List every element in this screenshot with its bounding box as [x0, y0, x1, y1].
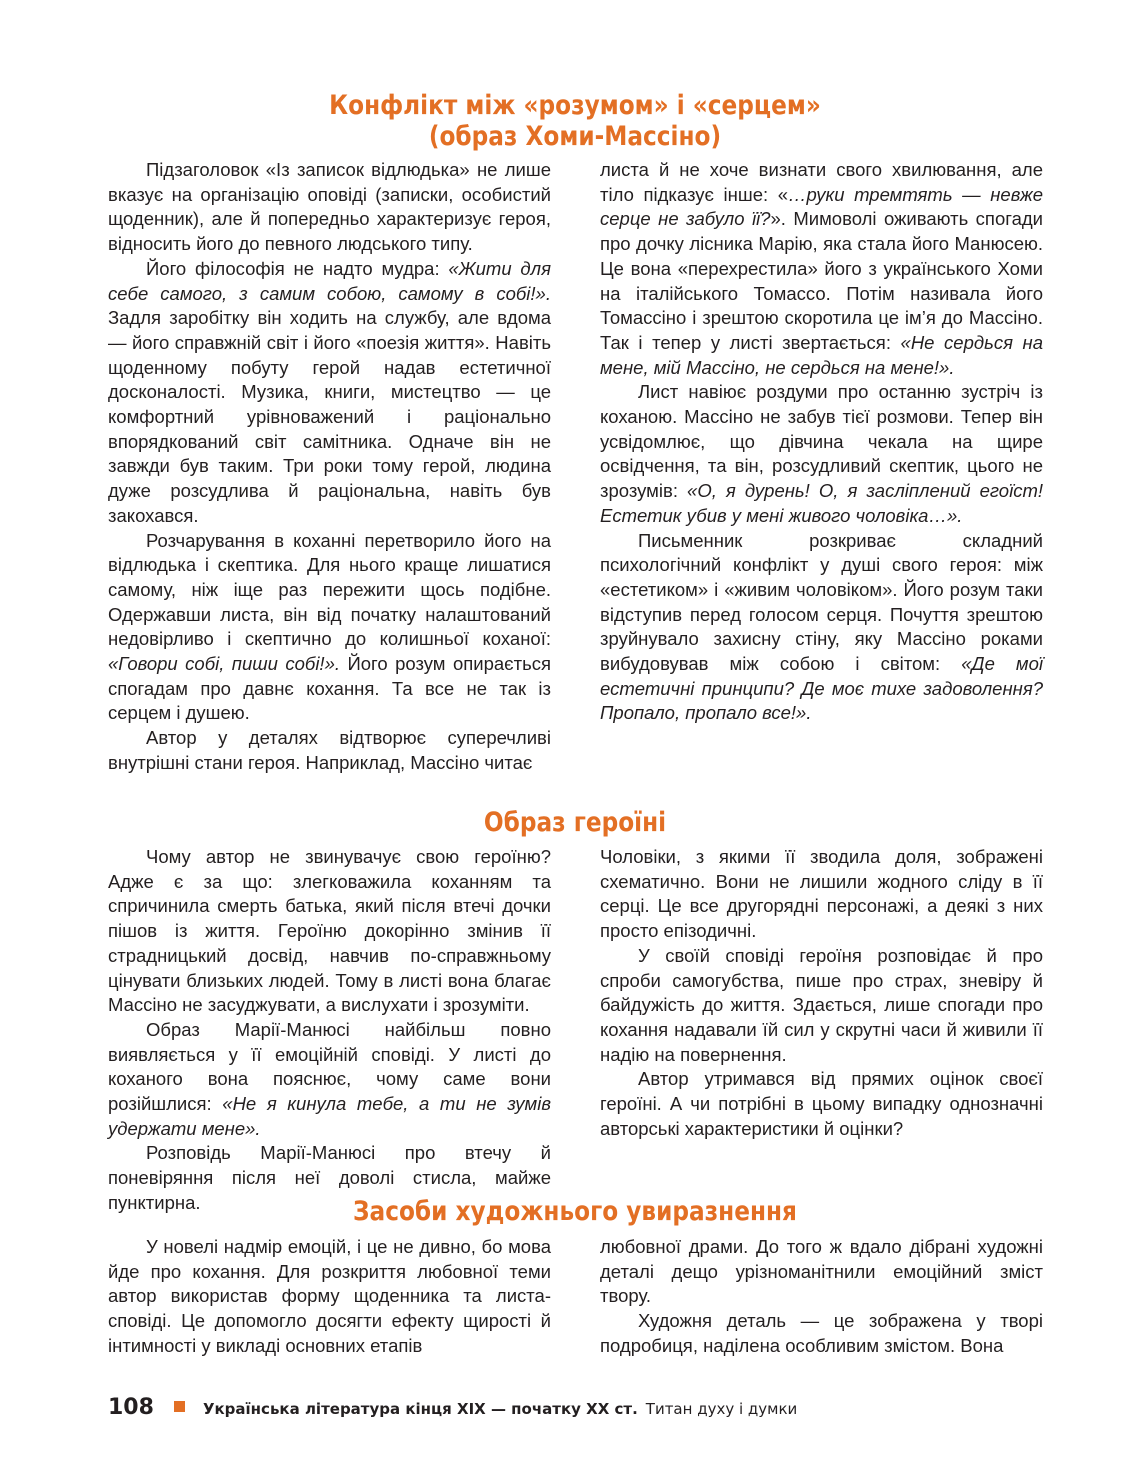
text-run: Автор утримався від прямих оцінок своєї героїні. А чи потрібні в цьому випадку однозначні авторські характеристики й оцінки? — [600, 1068, 1043, 1139]
text-run: Образ Марії-Манюсі найбільш повно виявляється у її емоційній сповіді. У листі до коханого вона пояснює, чому саме вони розійшлися: — [108, 1018, 551, 1115]
paragraph — [600, 158, 1043, 380]
text-run: У новелі надмір емоцій, і це не дивно, бо мова йде про кохання. Для розкриття любовної теми автор використав форму щоденника та листа-сповіді. Це допомогло досягти ефекту щирості й інтимності у викладі основних етапів — [108, 1236, 551, 1356]
text-run: Розчарування в коханні перетворило його на відлюдька і скептика. Для нього краще лишатися самому, ніж іще раз пережити щось подібне. Одержавши листа, він від початку налаштований недовірливо і скептично до колишньої коханої: — [108, 529, 551, 650]
orange-square-icon — [174, 1401, 185, 1412]
column-left — [108, 845, 551, 1216]
column-left — [108, 1235, 551, 1359]
column-right — [600, 1235, 1043, 1359]
text-run: Чому автор не звинувачує свою героїню? Адже є за що: злегковажила коханням та спричинила смерть батька, який після втечі дочки пішов із життя. Героїню докорінно змінив її страдницький досвід, навчив по-справжньому цінувати близьких людей. Тому в листі вона благає Массіно не засуджувати, а вислухати і зрозуміти. — [108, 846, 551, 1016]
paragraph — [108, 529, 551, 727]
text-run: Його філософія не надто мудра: — [146, 257, 449, 279]
quote-run: «Говори собі, пиши собі!». — [108, 653, 340, 675]
text-run: листа й не хоче визнати свого хвилювання, але тіло підказує інше: « — [600, 159, 1043, 205]
page-footer — [108, 1395, 797, 1425]
section-title-conflict — [167, 90, 984, 152]
paragraph — [108, 158, 551, 257]
paragraph — [600, 944, 1043, 1068]
quote-run: «Де мої естетичні принципи? Де моє тихе задоволення? Пропало, пропало все!». — [600, 653, 1044, 724]
text-run: Письменник розкриває складний психологічний конфлікт у душі свого героя: між «естетиком» і «живим чоловіком». Його розум таки відступив перед голосом серця. Почуття зрештою зруйнувало захисну стіну, яку Массіно роками вибудовував між собою і світом: — [600, 529, 1043, 675]
quote-run: «Жити для себе самого, з самим собою, самому в собі!». — [108, 257, 551, 304]
section-title-means — [167, 1196, 984, 1227]
paragraph — [600, 1067, 1043, 1141]
section-title-line1: Образ героїні — [483, 807, 667, 838]
chapter-title: Титан духу і думки — [645, 1400, 798, 1418]
section-title-line1: Конфлікт між «розумом» і «серцем» — [329, 90, 821, 121]
paragraph — [108, 726, 551, 775]
text-run: Його розум опирається спогадам про давнє кохання. Та все не так із серцем і душею. — [108, 653, 552, 724]
quote-run: …руки тремтять — невже серце не забуло її? — [600, 183, 1043, 230]
quote-run: «Не я кинула тебе, а ти не зумів удержати мене». — [108, 1093, 551, 1139]
page-number: 108 — [108, 1395, 154, 1420]
section-means-body — [108, 1235, 1043, 1359]
text-run: Розповідь Марії-Манюсі про втечу й поневіряння після неї доволі стисла, майже пунктирна. — [108, 1142, 551, 1213]
quote-run: «О, я дурень! О, я засліплений егоїст! Естетик убив у мені живого чоловіка…». — [600, 480, 1044, 526]
text-run: Художня деталь — це зображена у творі подробиця, наділена особливим змістом. Вона — [600, 1310, 1043, 1356]
column-right — [600, 845, 1043, 1216]
quote-run: «Не сердься на мене, мій Массіно, не сердься на мене!». — [600, 331, 1043, 378]
text-run: Підзаголовок «Із записок відлюдька» не лише вказує на організацію оповіді (записки, особистий щоденник), але й попередньо характеризує героя, відносить його до певного людського типу. — [108, 159, 551, 255]
book-title: Українська література кінця ХІХ — початку ХХ ст. — [202, 1400, 638, 1418]
section-title-line1: Засоби художнього увиразнення — [353, 1196, 797, 1227]
text-run: Автор у деталях відтворює суперечливі внутрішні стани героя. Наприклад, Массіно читає — [108, 727, 551, 773]
text-run: Лист навіює роздуми про останню зустріч із коханою. Массіно не забув тієї розмови. Тепер він усвідомлює, що дівчина чекала на щире освідчення, та він, розсудливий скептик, цього не зрозумів: — [600, 381, 1043, 502]
section-conflict-body — [108, 158, 1043, 776]
paragraph — [600, 1309, 1043, 1358]
text-run: Чоловіки, з якими її зводила доля, зображені схематично. Вони не лишили жодного сліду в її серці. Це все другорядні персонажі, а деякі з них просто епізодичні. — [600, 846, 1043, 942]
column-left — [108, 158, 551, 776]
paragraph — [600, 380, 1043, 528]
column-right — [600, 158, 1043, 776]
paragraph — [108, 845, 551, 1018]
text-run: любовної драми. До того ж вдало дібрані художні деталі дещо урізноманітнили емоційний зміст твору. — [600, 1236, 1043, 1307]
text-run: ». Мимоволі оживають спогади про дочку лісника Марію, яка стала його Манюсею. Це вона «перехрестила» його з українського Хоми на італійського Томассо. Потім називала його Томассіно і зрештою скоротила це ім’я до Массіно. Так і тепер у листі звертається: — [600, 208, 1043, 353]
text-run: У своїй сповіді героїня розповідає й про спроби самогубства, пише про страх, зневіру й байдужість до життя. Здається, лише спогади про кохання надавали їй сил у скрутні часи й живили її надію на повернення. — [600, 944, 1043, 1065]
section-title-line2: (образ Хоми-Массіно) — [428, 121, 722, 152]
paragraph — [600, 845, 1043, 944]
paragraph — [108, 1235, 551, 1359]
section-title-heroine — [167, 807, 984, 838]
paragraph — [108, 1018, 551, 1142]
paragraph — [600, 529, 1043, 727]
paragraph — [108, 257, 551, 529]
section-heroine-body — [108, 845, 1043, 1216]
text-run: Задля заробітку він ходить на службу, але вдома — його справжній світ і його «поезія життя». Навіть щоденному побуту герой надав естетичної досконалості. Музика, книги, мистецтво — це комфортний урівноважений і раціонально впорядкований світ самітника. Одначе він не завжди був таким. Три роки тому герой, людина дуже розсудлива й раціональна, навіть був закохався. — [108, 307, 551, 526]
paragraph — [600, 1235, 1043, 1309]
